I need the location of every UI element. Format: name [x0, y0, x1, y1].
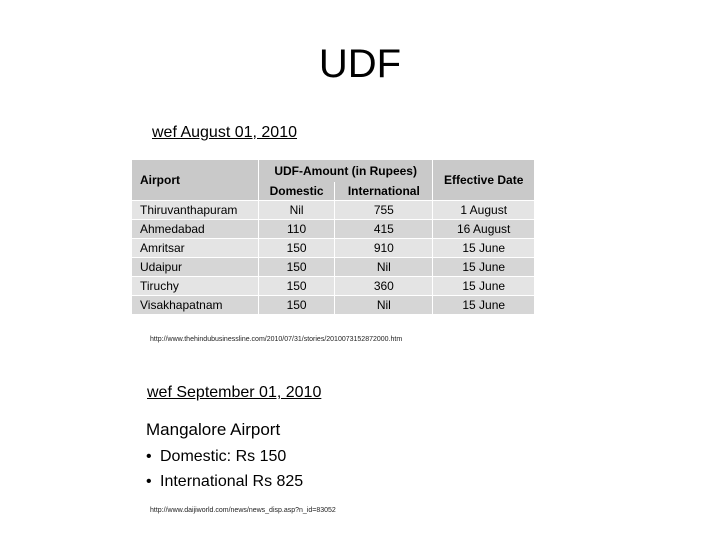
- cell-international: 910: [335, 239, 433, 258]
- cell-international: Nil: [335, 258, 433, 277]
- cell-effective-date: 16 August: [433, 220, 534, 239]
- table-row: [132, 258, 534, 277]
- cell-airport: Tiruchy: [132, 277, 258, 296]
- table-row: [132, 277, 534, 296]
- bullet-text-international: International Rs 825: [160, 473, 304, 490]
- slide-title: UDF: [318, 42, 402, 86]
- cell-effective-date: 1 August: [433, 201, 534, 220]
- cell-international: 415: [335, 220, 433, 239]
- cell-international: 755: [335, 201, 433, 220]
- bullet-icon: •: [146, 473, 152, 490]
- source-link-daijiworld[interactable]: http://www.daijiworld.com/news/news_disp.asp?n_id=83052: [150, 507, 336, 514]
- header-effective-date: Effective Date: [433, 160, 534, 201]
- header-domestic: Domestic: [258, 182, 334, 201]
- cell-effective-date: 15 June: [433, 239, 534, 258]
- table-row: [132, 296, 534, 315]
- cell-airport: Ahmedabad: [132, 220, 258, 239]
- section-heading-september: wef September 01, 2010: [147, 384, 322, 401]
- cell-effective-date: 15 June: [433, 296, 534, 315]
- cell-effective-date: 15 June: [433, 258, 534, 277]
- header-udf-amount: UDF-Amount (in Rupees): [258, 160, 432, 182]
- udf-table: [132, 160, 534, 330]
- bullet-text-domestic: Domestic: Rs 150: [160, 448, 287, 465]
- section-heading-august: wef August 01, 2010: [152, 124, 297, 141]
- list-item: [146, 444, 303, 469]
- list-item: [146, 469, 303, 494]
- cell-domestic: 150: [258, 258, 334, 277]
- cell-domestic: 150: [258, 277, 334, 296]
- cell-domestic: 150: [258, 296, 334, 315]
- mangalore-bullet-list: [146, 444, 303, 494]
- source-link-hindu[interactable]: http://www.thehindubusinessline.com/2010/07/31/stories/2010073152872000.htm: [150, 336, 403, 343]
- cell-effective-date: 15 June: [433, 277, 534, 296]
- cell-domestic: Nil: [258, 201, 334, 220]
- table-row: [132, 220, 534, 239]
- cell-airport: Udaipur: [132, 258, 258, 277]
- header-international: International: [335, 182, 433, 201]
- bullet-icon: •: [146, 448, 152, 465]
- mangalore-title: Mangalore Airport: [146, 420, 281, 439]
- cell-airport: Thiruvanthapuram: [132, 201, 258, 220]
- cell-airport: Amritsar: [132, 239, 258, 258]
- cell-domestic: 150: [258, 239, 334, 258]
- cell-domestic: 110: [258, 220, 334, 239]
- header-airport: Airport: [132, 160, 258, 201]
- cell-international: Nil: [335, 296, 433, 315]
- table-row: [132, 239, 534, 258]
- table-row: [132, 201, 534, 220]
- cell-airport: Visakhapatnam: [132, 296, 258, 315]
- cell-international: 360: [335, 277, 433, 296]
